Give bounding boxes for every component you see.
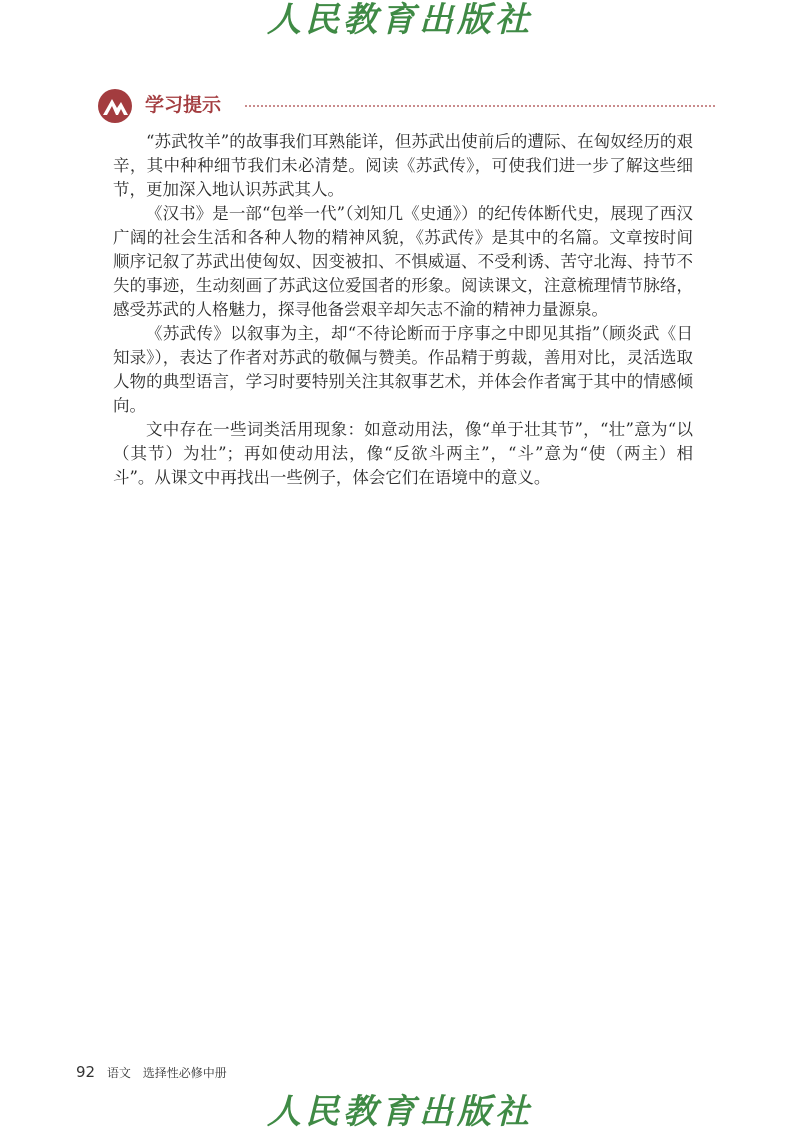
section-header — [97, 86, 715, 126]
page-number: 92 — [76, 1063, 96, 1081]
book-volume: 选择性必修中册 — [142, 1066, 227, 1080]
publisher-logo-bottom: 人民教育出版社 — [267, 1092, 533, 1132]
paragraph-2: 《汉书》是一部“包举一代”（刘知几《史通》）的纪传体断代史，展现了西汉广阔的社会生活和各种人物的精神风貌，《苏武传》是其中的名篇。文章按时间顺序记叙了苏武出使匈奴、因变被扣、不惧威逼、不受利诱、苦守北海、持节不失的事迹，生动刻画了苏武这位爱国者的形象。阅读课文，注意梳理情节脉络，感受苏武的人格魅力，探寻他备尝艰辛却矢志不渝的精神力量源泉。 — [113, 204, 693, 319]
study-tips-body — [113, 130, 693, 490]
study-tip-icon — [97, 88, 133, 124]
paragraph-3: 《苏武传》以叙事为主，却“不待论断而于序事之中即见其指”（顾炎武《日知录》），表达了作者对苏武的敬佩与赞美。作品精于剪裁，善用对比，灵活选取人物的典型语言，学习时要特别关注其叙事艺术，并体会作者寓于其中的情感倾向。 — [113, 324, 693, 415]
dotted-divider — [245, 105, 715, 107]
page-footer — [76, 1063, 227, 1082]
section-title: 学习提示 — [145, 94, 222, 116]
book-subject: 语文 — [106, 1066, 131, 1080]
paragraph-1: “苏武牧羊”的故事我们耳熟能详，但苏武出使前后的遭际、在匈奴经历的艰辛，其中种种细节我们未必清楚。阅读《苏武传》，可使我们进一步了解这些细节，更加深入地认识苏武其人。 — [113, 132, 693, 199]
publisher-logo-top: 人民教育出版社 — [267, 0, 533, 40]
paragraph-4: 文中存在一些词类活用现象：如意动用法，像“单于壮其节”，“壮”意为“以（其节）为壮”；再如使动用法，像“反欲斗两主”，“斗”意为“使（两主）相斗”。从课文中再找出一些例子，体会它们在语境中的意义。 — [113, 420, 693, 487]
